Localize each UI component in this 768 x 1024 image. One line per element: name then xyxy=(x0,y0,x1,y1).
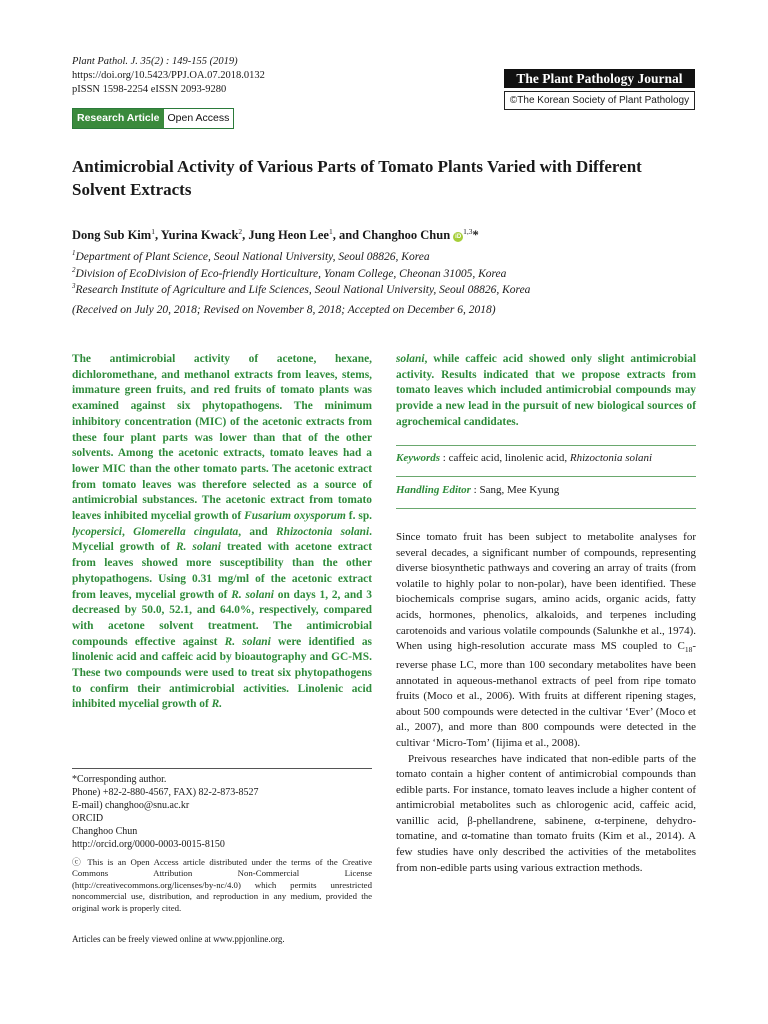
corresponding-star: * xyxy=(472,228,479,243)
author-affil-sup: 2 xyxy=(238,227,243,236)
paper-title: Antimicrobial Activity of Various Parts of Tomato Plants Varied with Different Solvent Extracts xyxy=(72,157,642,199)
keywords-divider xyxy=(396,445,696,446)
abstract-text: The antimicrobial activity of acetone, hexane, dichloromethane, and methanol extracts from leaves, stems, immature green fruits, and red fruits of tomato plants was examined against six phytopathogens. The minimum inhibitory concentration (MIC) of the acetonic extracts from these four plant parts was lower than that of the other solvents. Among the acetonic extracts, tomato leaves had a lower MIC than the other tomato parts. The acetonic extract from tomato leaves was therefore selected as a source of antimicrobial substances. The acetonic extract from tomato leaves inhibited mycelial growth of Fusarium oxysporum f. sp. lycopersici, Glomerella cingulata, and Rhizoctonia solani. Mycelial growth of R. solani treated with acetone extract from leaves showed more susceptibility than the other phytopathogens. Using 0.31 mg/ml of the acetonic extract from leaves, mycelial growth of R. solani on days 1, 2, and 3 decreased by 50.0, 52.1, and 64.0%, respectively, compared with acetone solvent treatment. The antimicrobial compounds effective against R. solani were identified as linolenic acid and caffeic acid by bioautography and GC-MS. These two compounds were used to treat six phytopathogens to confirm their antimicrobial activities. Linolenic acid inhibited mycelial growth of R. xyxy=(72,353,373,711)
license-text: ⓒ This is an Open Access article distributed under the terms of the Creative Commons Attribution Non-Commercial License (http://creativecommons.org/licenses/by-nc/4.0) which permits unrestricted noncommercial use, distribution, and reproduction in any medium, provided the original work is properly cited. xyxy=(72,857,372,913)
affiliation-text: Department of Plant Science, Seoul National University, Seoul 08826, Korea xyxy=(75,250,430,263)
species-name: Fusarium oxysporum xyxy=(244,510,346,523)
keywords: Keywords : caffeic acid, linolenic acid, Rhizoctonia solani xyxy=(396,452,653,464)
author-name: Dong Sub Kim xyxy=(72,228,152,243)
handling-editor: Handling Editor : Sang, Mee Kyung xyxy=(396,484,560,496)
doi-link[interactable]: https://doi.org/10.5423/PPJ.OA.07.2018.0132 xyxy=(72,70,265,81)
species-name: R. xyxy=(211,698,223,711)
journal-name: The Plant Pathology Journal xyxy=(504,69,695,88)
species-name: Glomerella cingulata xyxy=(133,525,239,538)
email[interactable]: E-mail) changhoo@snu.ac.kr xyxy=(72,800,190,811)
editor-divider xyxy=(396,476,696,477)
author-affil-sup: 1 xyxy=(328,227,333,236)
footnote-divider xyxy=(72,768,372,769)
abstract-continued: solani, while caffeic acid showed only slight antimicrobial activity. Results indicated that we propose extracts from tomato leaves which included antimicrobial compounds may provide a new lead in the pursuit of new biological sources of agrochemical candidates. xyxy=(396,353,696,428)
orcid-icon[interactable]: iD xyxy=(455,234,462,241)
keyword-species: Rhizoctonia solani xyxy=(569,452,653,464)
section-divider xyxy=(396,508,696,509)
orcid-label: ORCID xyxy=(72,813,104,824)
open-access-label: Open Access xyxy=(164,109,234,128)
author-affil-sup: 1,3 xyxy=(463,227,473,236)
author-name: , Jung Heon Lee xyxy=(242,228,329,243)
species-name: solani xyxy=(396,353,425,365)
research-article-label: Research Article xyxy=(73,109,164,128)
phone-fax: Phone) +82-2-880-4567, FAX) 82-2-873-8527 xyxy=(72,787,259,798)
author-list xyxy=(72,224,672,243)
issn: pISSN 1598-2254 eISSN 2093-9280 xyxy=(72,84,227,95)
article-type-badge xyxy=(72,108,234,129)
affiliation-sup: 2 xyxy=(72,266,76,274)
affiliation-1 xyxy=(72,246,692,265)
corresponding-author: *Corresponding author. xyxy=(72,774,167,785)
species-name: R. solani xyxy=(224,635,271,648)
received-dates: (Received on July 20, 2018; Revised on November 8, 2018; Accepted on December 6, 2018) xyxy=(72,304,496,316)
body-paragraph: Preivous researches have indicated that non-edible parts of the tomato contain a higher content of antimicrobial compounds than edible parts. For instance, tomato leaves include a higher content of antimicrobial metabolites such as chlorogenic acid, caffeic acid, vanillic acid, β-phellandrene, sabinene, α-terpinene, dehydro-tomatine, and α-tomatine than tomato fruits (Kim et al., 2014). A few studies have only described the activities of the metabolites from non-edible parts using various extraction methods. xyxy=(396,752,696,874)
affiliation-3 xyxy=(72,279,692,298)
handling-editor-name: Sang, Mee Kyung xyxy=(479,484,560,496)
freely-viewed-note: Articles can be freely viewed online at www.ppjonline.org. xyxy=(72,934,285,944)
affiliation-text: Division of EcoDivision of Eco-friendly Horticulture, Yonam College, Cheonan 31005, Korea xyxy=(75,267,507,280)
citation: Plant Pathol. J. 35(2) : 149-155 (2019) xyxy=(72,56,238,67)
introduction-body xyxy=(396,530,696,876)
orcid-url[interactable]: http://orcid.org/0000-0003-0015-8150 xyxy=(72,839,225,850)
species-name: Rhizoctonia solani xyxy=(276,525,370,538)
species-name: R. solani xyxy=(175,541,221,554)
species-name: R. solani xyxy=(231,588,274,601)
journal-header xyxy=(72,55,265,97)
affiliation-sup: 1 xyxy=(72,249,76,257)
handling-editor-label: Handling Editor xyxy=(396,484,471,496)
author-name: , and Changhoo Chun xyxy=(332,228,451,243)
orcid-name: Changhoo Chun xyxy=(72,826,138,837)
keyword-list: caffeic acid, linolenic acid, xyxy=(448,452,570,464)
society-name: ©The Korean Society of Plant Pathology xyxy=(504,91,695,110)
affiliation-sup: 3 xyxy=(72,282,76,290)
footnotes xyxy=(72,773,372,851)
affiliation-text: Research Institute of Agriculture and Life Sciences, Seoul National University, Seoul 08826, Korea xyxy=(75,283,531,296)
species-name: lycopersici xyxy=(72,525,122,538)
author-affil-sup: 1 xyxy=(151,227,155,236)
body-paragraph: Since tomato fruit has been subject to metabolite analyses for several decades, a significant number of compounds, representing diverse biosynthetic pathways and covering an array of traits (from volatile to highly polar to non-polar), have been identified. These biochemicals comprise sugars, amino acids, organic acids, fatty acids, hormones, phenolics, alkaloids, and terpenes including carotenoids and various volatile compounds (Salunkhe et al., 1974). When using high-resolution accurate mass MS coupled to $C_{18}$-reverse phase LC, more than 100 secondary metabolites have been annotated in aqueous-methanol extracts of peel from ripe tomato fruits (Moco et al., 2006). With fruits at different ripening stages, about 500 compounds were detected in the cultivar ‘Ever’ (Moco et al., 2007), and more than 800 compounds were detected in the cultivar ‘Micro-Tom’ (Iijima et al., 2008). xyxy=(396,531,696,749)
keywords-label: Keywords xyxy=(396,452,440,464)
author-name: , Yurina Kwack xyxy=(154,228,239,243)
